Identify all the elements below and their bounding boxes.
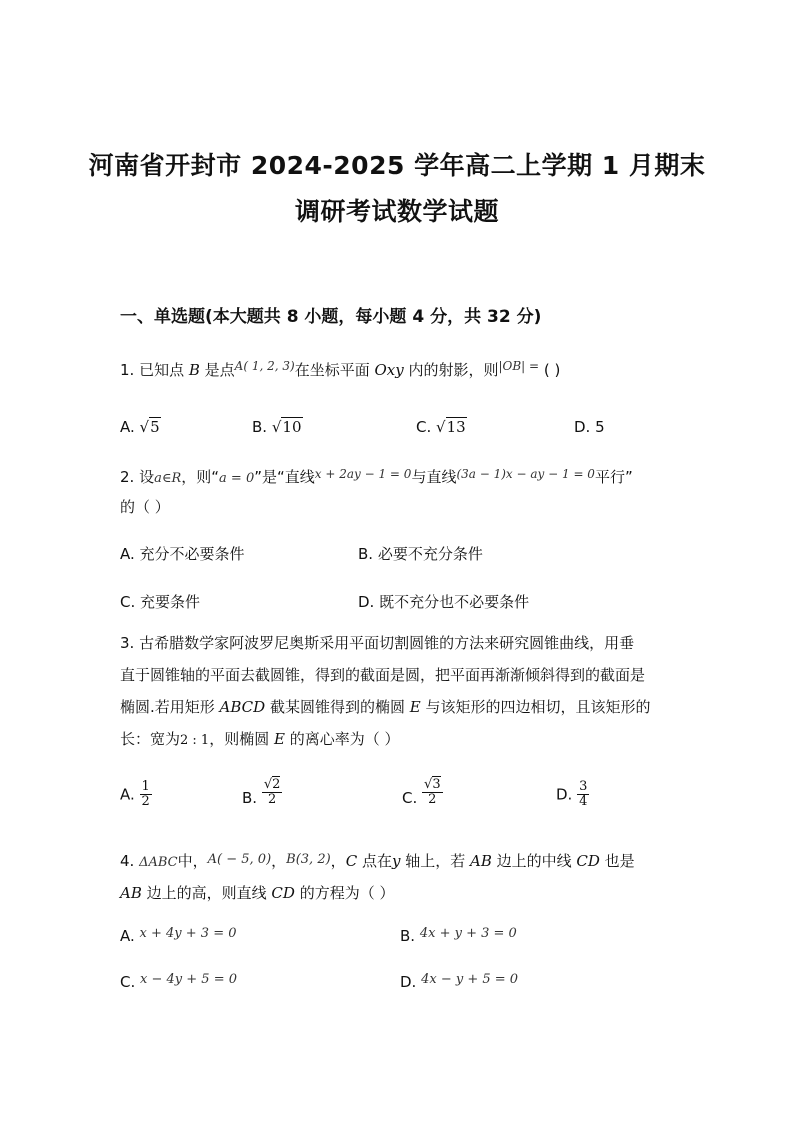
q3-text-e: ，则椭圆 (209, 730, 274, 748)
title-line-2: 调研考试数学试题 (294, 197, 499, 226)
q3-option-d-den: 4 (579, 794, 588, 809)
q4-point-b: B(3, 2) (286, 852, 331, 867)
q2-text-1: 2. 设 (120, 468, 155, 486)
q4-option-c (120, 973, 237, 991)
q3-line-4 (120, 728, 399, 749)
q4-option-d-label: D. (400, 973, 417, 991)
q4-median-cd: CD (576, 852, 600, 870)
q4-text-9: 边上的高，则直线 (141, 884, 272, 902)
title-line-1: 河南省开封市 2024-2025 学年高二上学期 1 月期末 (88, 151, 706, 180)
q2-option-b: B. 必要不充分条件 (358, 545, 483, 563)
q3-line-3 (120, 696, 650, 717)
q1-option-a-label: A. (120, 418, 135, 436)
q3-option-a-den: 2 (141, 794, 150, 809)
q1-text-3: 在坐标平面 (294, 361, 375, 379)
q3-option-a-frac (140, 780, 152, 809)
q4-option-a-eq: x + 4y + 3 = 0 (139, 926, 237, 941)
q4-line-2 (120, 882, 394, 903)
q4-triangle: ΔABC (139, 855, 178, 870)
q1-option-b (252, 418, 303, 436)
q3-line-1: 3. 古希腊数学家阿波罗尼奥斯采用平面切割圆锥的方法来研究圆锥曲线，用垂 (120, 634, 635, 652)
q3-option-a-num: 1 (141, 779, 150, 794)
q4-option-b-eq: 4x + y + 3 = 0 (419, 926, 517, 941)
q3-option-d (556, 780, 589, 809)
q1-option-a-sqrt: √5 (139, 418, 160, 436)
q3-option-b (242, 778, 282, 807)
q2-option-a: A. 充分不必要条件 (120, 545, 245, 563)
q3-ellipse-e-2: E (273, 730, 285, 748)
q4-option-d (400, 973, 518, 991)
q2-option-c: C. 充要条件 (120, 593, 201, 611)
q3-option-b-num-value: 2 (272, 777, 281, 792)
q2-text-2: ，则“ (181, 468, 220, 486)
q2-text-5: 平行” (594, 468, 633, 486)
q4-option-c-eq: x − 4y + 5 = 0 (140, 972, 237, 987)
q3-option-b-num: √2 (263, 777, 281, 792)
q1-vector-ob: |OB| = (498, 359, 540, 373)
q1-option-b-value: 10 (282, 418, 302, 436)
q3-text-c: 与该矩形的四边相切，且该矩形的 (420, 698, 651, 716)
q3-text-f: 的离心率为（ ） (284, 730, 400, 748)
q4-text-5: 点在 (357, 852, 392, 870)
q1-option-a (120, 418, 161, 436)
q4-text-2: 中， (177, 852, 208, 870)
q1-text-2: 是点 (199, 361, 235, 379)
q3-option-c (402, 778, 443, 807)
q4-point-c: C (345, 852, 358, 870)
q2-math-2: a = 0 (219, 471, 255, 486)
q3-option-b-label: B. (242, 789, 258, 807)
q4-text-10: 的方程为（ ） (294, 884, 395, 902)
q1-option-b-label: B. (252, 418, 268, 436)
q1-point-b: B (188, 361, 200, 379)
q1-point-a: A( 1, 2, 3) (234, 359, 295, 373)
q3-option-b-den: 2 (267, 792, 277, 807)
q4-segment-ab: AB (469, 852, 492, 870)
q4-option-c-label: C. (120, 973, 136, 991)
q2-math-1: a∈R (154, 471, 182, 486)
q4-line-cd: CD (271, 884, 295, 902)
q2-line-2-eq: (3a − 1)x − ay − 1 = 0 (456, 467, 595, 481)
q1-option-c-sqrt: √13 (436, 418, 466, 436)
q1-option-c-value: 13 (446, 418, 466, 436)
q1-option-c (416, 418, 467, 436)
q3-text-d: 长：宽为 (120, 730, 181, 748)
q4-point-a: A( − 5, 0) (207, 852, 272, 867)
q4-text-1: 4. (120, 852, 140, 870)
q3-text-a: 椭圆.若用矩形 (120, 698, 220, 716)
q3-option-d-num: 3 (579, 779, 588, 794)
q1-text-4: 内的射影，则 (403, 361, 499, 379)
q1-option-a-value: 5 (150, 418, 160, 436)
q4-text-6: 轴上，若 (400, 852, 470, 870)
q3-line-2: 直于圆锥轴的平面去截圆锥，得到的截面是圆，把平面再渐渐倾斜得到的截面是 (120, 666, 646, 684)
q4-text-4: ， (330, 852, 346, 870)
q3-option-c-label: C. (402, 789, 418, 807)
q3-option-a (120, 780, 152, 809)
q1-option-d-value: 5 (595, 418, 605, 436)
q2-text-4: 与直线 (411, 468, 457, 486)
q3-rect-abcd: ABCD (219, 698, 266, 716)
q3-ellipse-e: E (409, 698, 421, 716)
q1-plane-oxy: Oxy (374, 361, 404, 379)
q3-option-d-label: D. (556, 785, 573, 804)
question-2 (120, 466, 633, 487)
q4-option-b-label: B. (400, 927, 416, 945)
q3-option-d-frac (577, 780, 589, 809)
q4-option-b (400, 927, 517, 945)
q1-option-d (574, 418, 605, 436)
q1-text-1: 1. 已知点 (120, 361, 189, 379)
q4-option-d-eq: 4x − y + 5 = 0 (421, 972, 519, 987)
q4-text-3: ， (271, 852, 287, 870)
section-heading: 一、单选题(本大题共 8 小题，每小题 4 分，共 32 分) (120, 307, 542, 327)
q2-line-2: 的（ ） (120, 498, 170, 516)
q1-text-5: ( ) (539, 361, 561, 379)
q3-text-b: 截某圆锥得到的椭圆 (265, 698, 410, 716)
q2-text-3: ”是“直线 (254, 468, 315, 486)
q3-option-c-num: √3 (424, 777, 441, 792)
q4-segment-ab-2: AB (120, 884, 142, 902)
q4-y-axis: y (391, 852, 401, 870)
q3-option-a-label: A. (120, 785, 135, 804)
q1-option-b-sqrt: √10 (271, 418, 302, 436)
q1-option-c-label: C. (416, 418, 432, 436)
q4-text-7: 边上的中线 (491, 852, 577, 870)
q4-option-a-label: A. (120, 927, 135, 945)
question-1 (120, 359, 560, 380)
q3-option-c-den: 2 (428, 792, 437, 807)
q1-option-d-label: D. (574, 418, 591, 436)
q3-option-c-frac (422, 778, 443, 807)
q3-option-c-num-value: 3 (432, 777, 441, 792)
q3-option-b-frac (262, 778, 283, 807)
q2-option-d: D. 既不充分也不必要条件 (358, 593, 530, 611)
q4-option-a (120, 927, 237, 945)
q3-ratio: 2 : 1 (180, 733, 210, 748)
q4-text-8: 也是 (599, 852, 635, 870)
q4-line-1 (120, 850, 635, 871)
q2-line-1-eq: x + 2ay − 1 = 0 (314, 467, 412, 481)
